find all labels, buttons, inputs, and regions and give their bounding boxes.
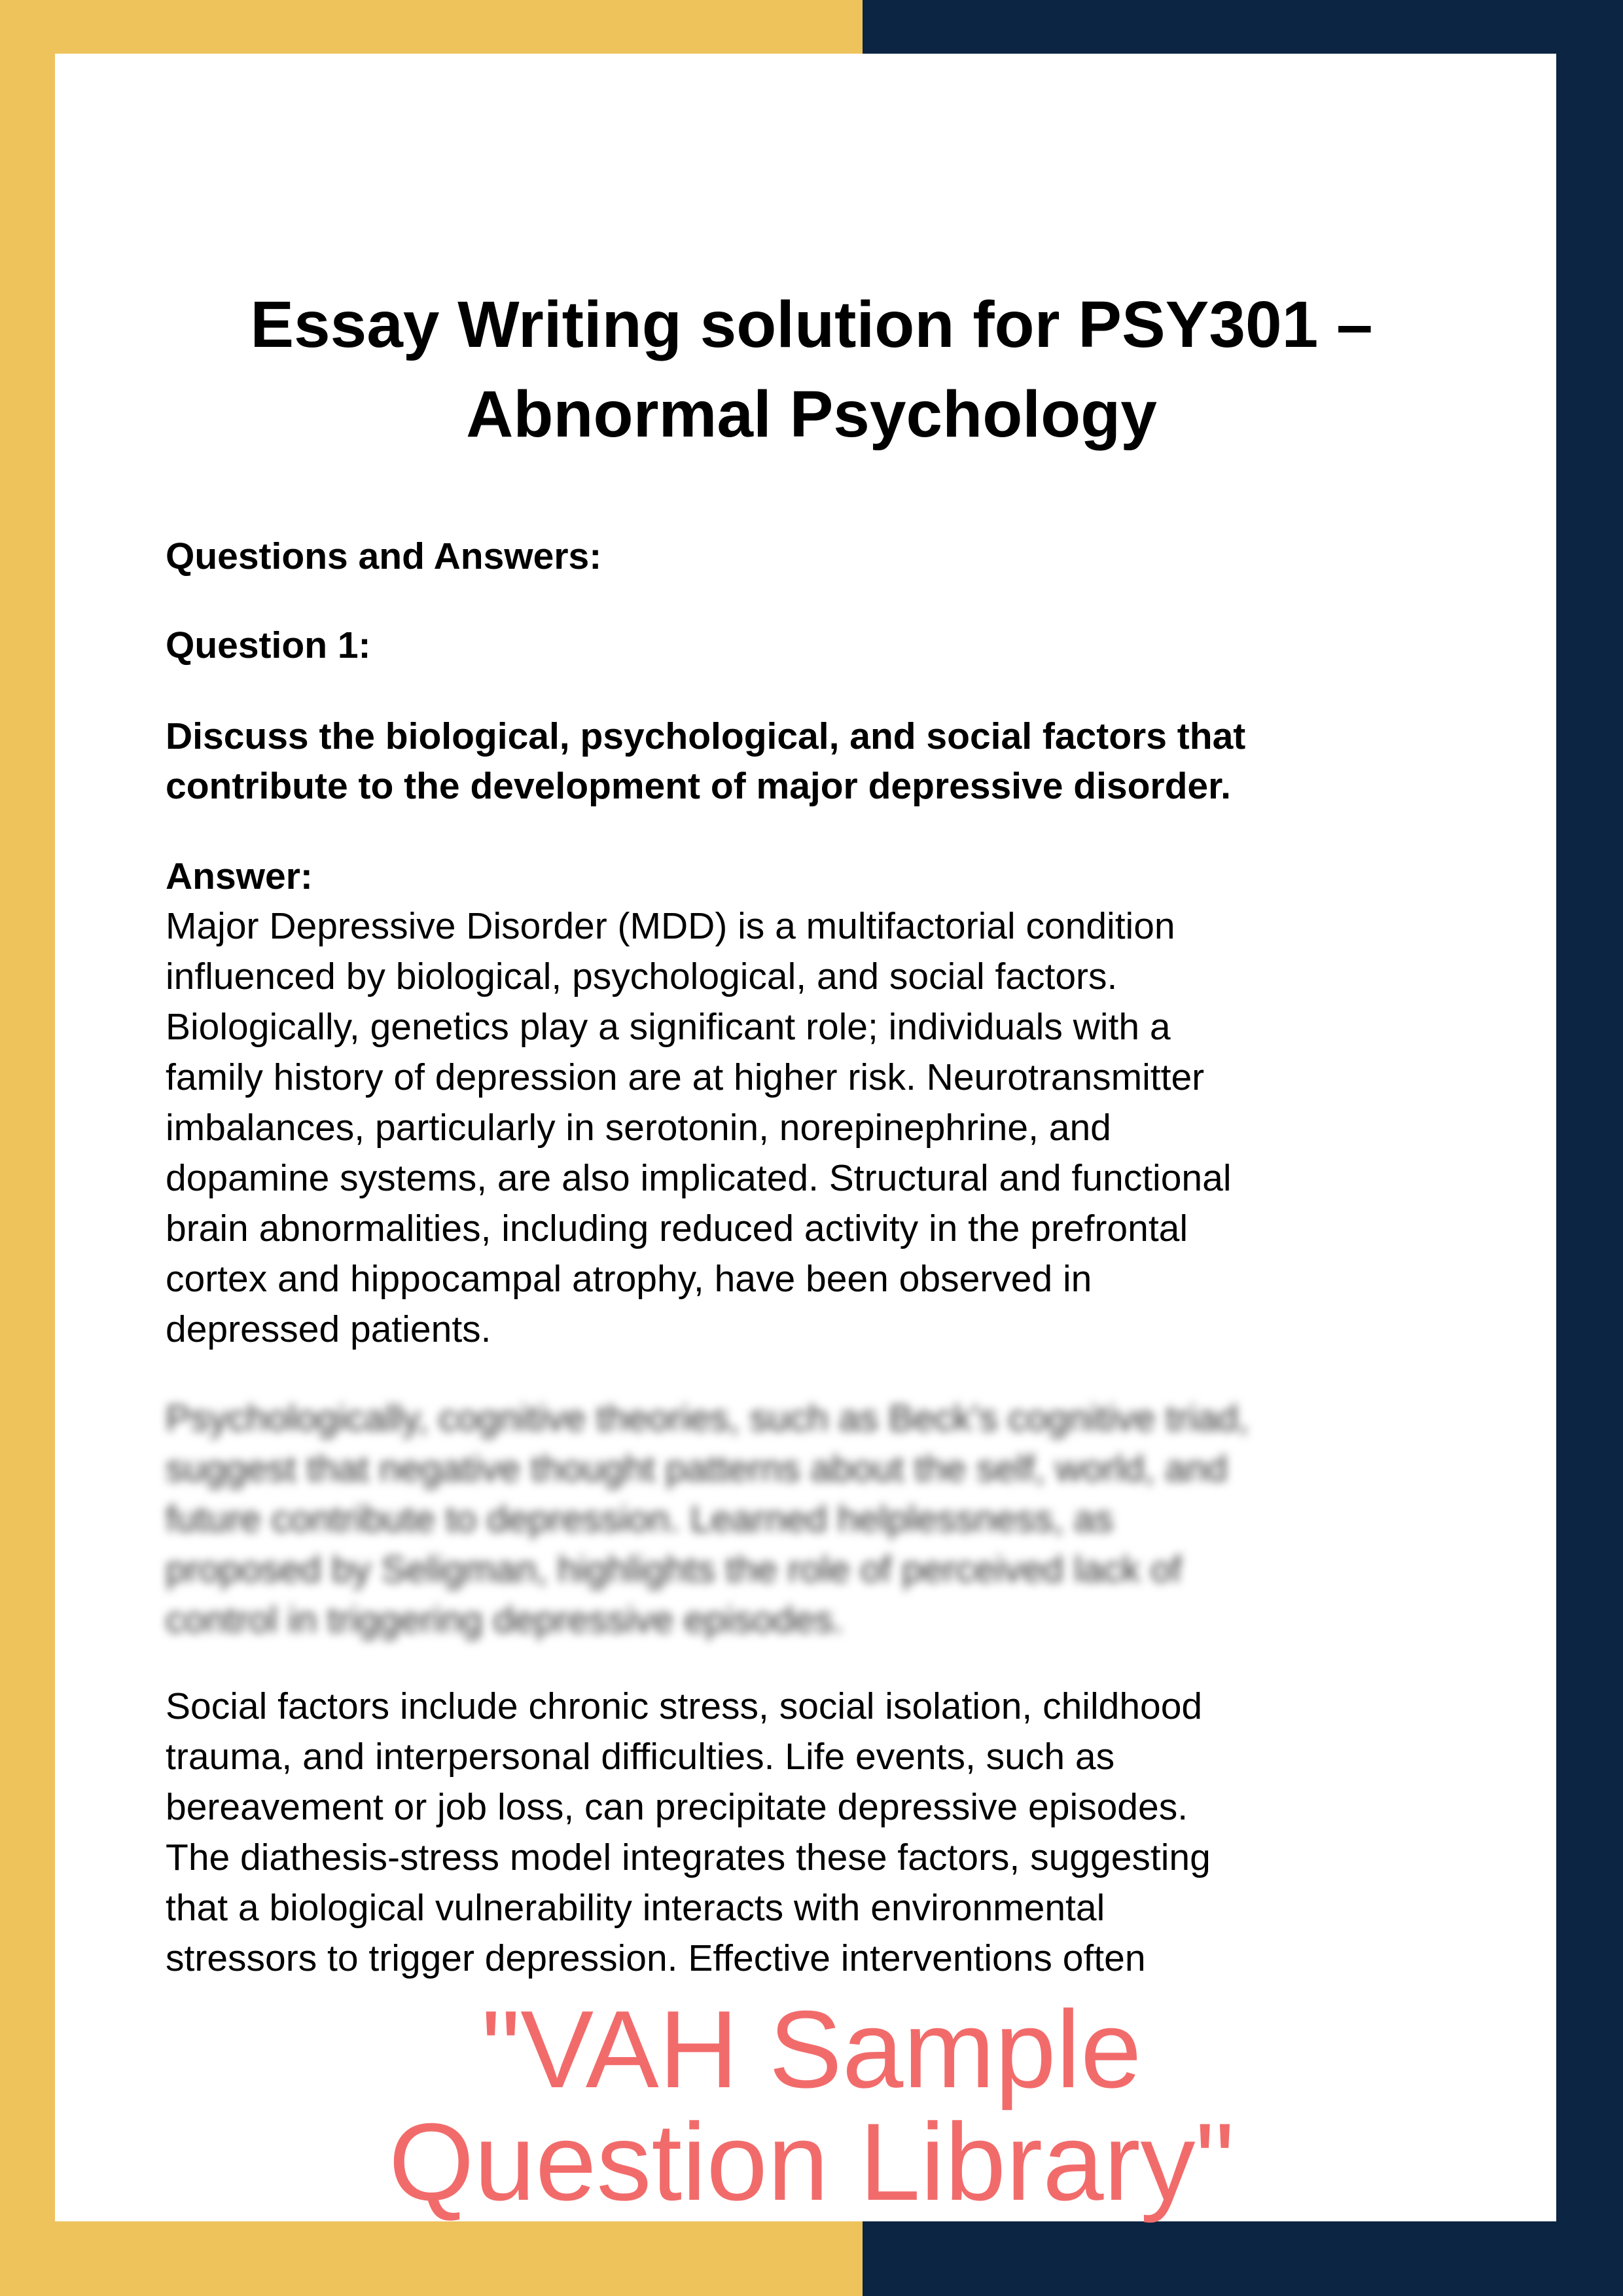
text-line: future contribute to depression. Learned helplessness, as	[166, 1498, 1114, 1540]
text-line: depressed patients.	[166, 1308, 491, 1350]
answer-label: Answer:	[166, 855, 313, 897]
title-line: Essay Writing solution for PSY301 –	[250, 288, 1373, 361]
text-line: trauma, and interpersonal difficulties. Life events, such as	[166, 1736, 1115, 1778]
title-line: Abnormal Psychology	[466, 378, 1157, 451]
answer-paragraph-3	[166, 1681, 1488, 1984]
answer-paragraph-1	[166, 901, 1488, 1355]
text-line: Major Depressive Disorder (MDD) is a multifactorial condition	[166, 905, 1175, 947]
watermark: "VAH Sample Question Library"	[388, 1988, 1235, 2223]
text-line: Discuss the biological, psychological, and social factors that	[166, 715, 1246, 757]
document-title	[0, 280, 1623, 459]
text-line: cortex and hippocampal atrophy, have been observed in	[166, 1258, 1092, 1300]
text-line: brain abnormalities, including reduced activity in the prefrontal	[166, 1208, 1188, 1249]
text-line: Biologically, genetics play a significant role; individuals with a	[166, 1006, 1171, 1048]
section-heading: Questions and Answers:	[166, 535, 602, 577]
question-label: Question 1:	[166, 624, 371, 666]
text-line: that a biological vulnerability interacts with environmental	[166, 1887, 1105, 1929]
text-line: influenced by biological, psychological, and social factors.	[166, 956, 1118, 997]
text-line: Social factors include chronic stress, social isolation, childhood	[166, 1685, 1203, 1727]
text-line: proposed by Seligman, highlights the role of perceived lack of	[166, 1549, 1182, 1590]
text-line: control in triggering depressive episodes.	[166, 1599, 844, 1641]
text-line: dopamine systems, are also implicated. Structural and functional	[166, 1157, 1232, 1199]
question-text	[166, 711, 1488, 811]
text-line: stressors to trigger depression. Effective interventions often	[166, 1937, 1146, 1979]
text-line: imbalances, particularly in serotonin, norepinephrine, and	[166, 1107, 1111, 1149]
text-line: suggest that negative thought patterns about the self, world, and	[166, 1448, 1228, 1490]
text-line: family history of depression are at higher risk. Neurotransmitter	[166, 1056, 1205, 1098]
text-line: The diathesis-stress model integrates these factors, suggesting	[166, 1837, 1211, 1878]
text-line: Psychologically, cognitive theories, such as Beck’s cognitive triad,	[166, 1397, 1249, 1439]
answer-paragraph-2-blurred	[166, 1393, 1488, 1645]
text-line: bereavement or job loss, can precipitate depressive episodes.	[166, 1786, 1188, 1828]
text-line: contribute to the development of major depressive disorder.	[166, 765, 1232, 807]
